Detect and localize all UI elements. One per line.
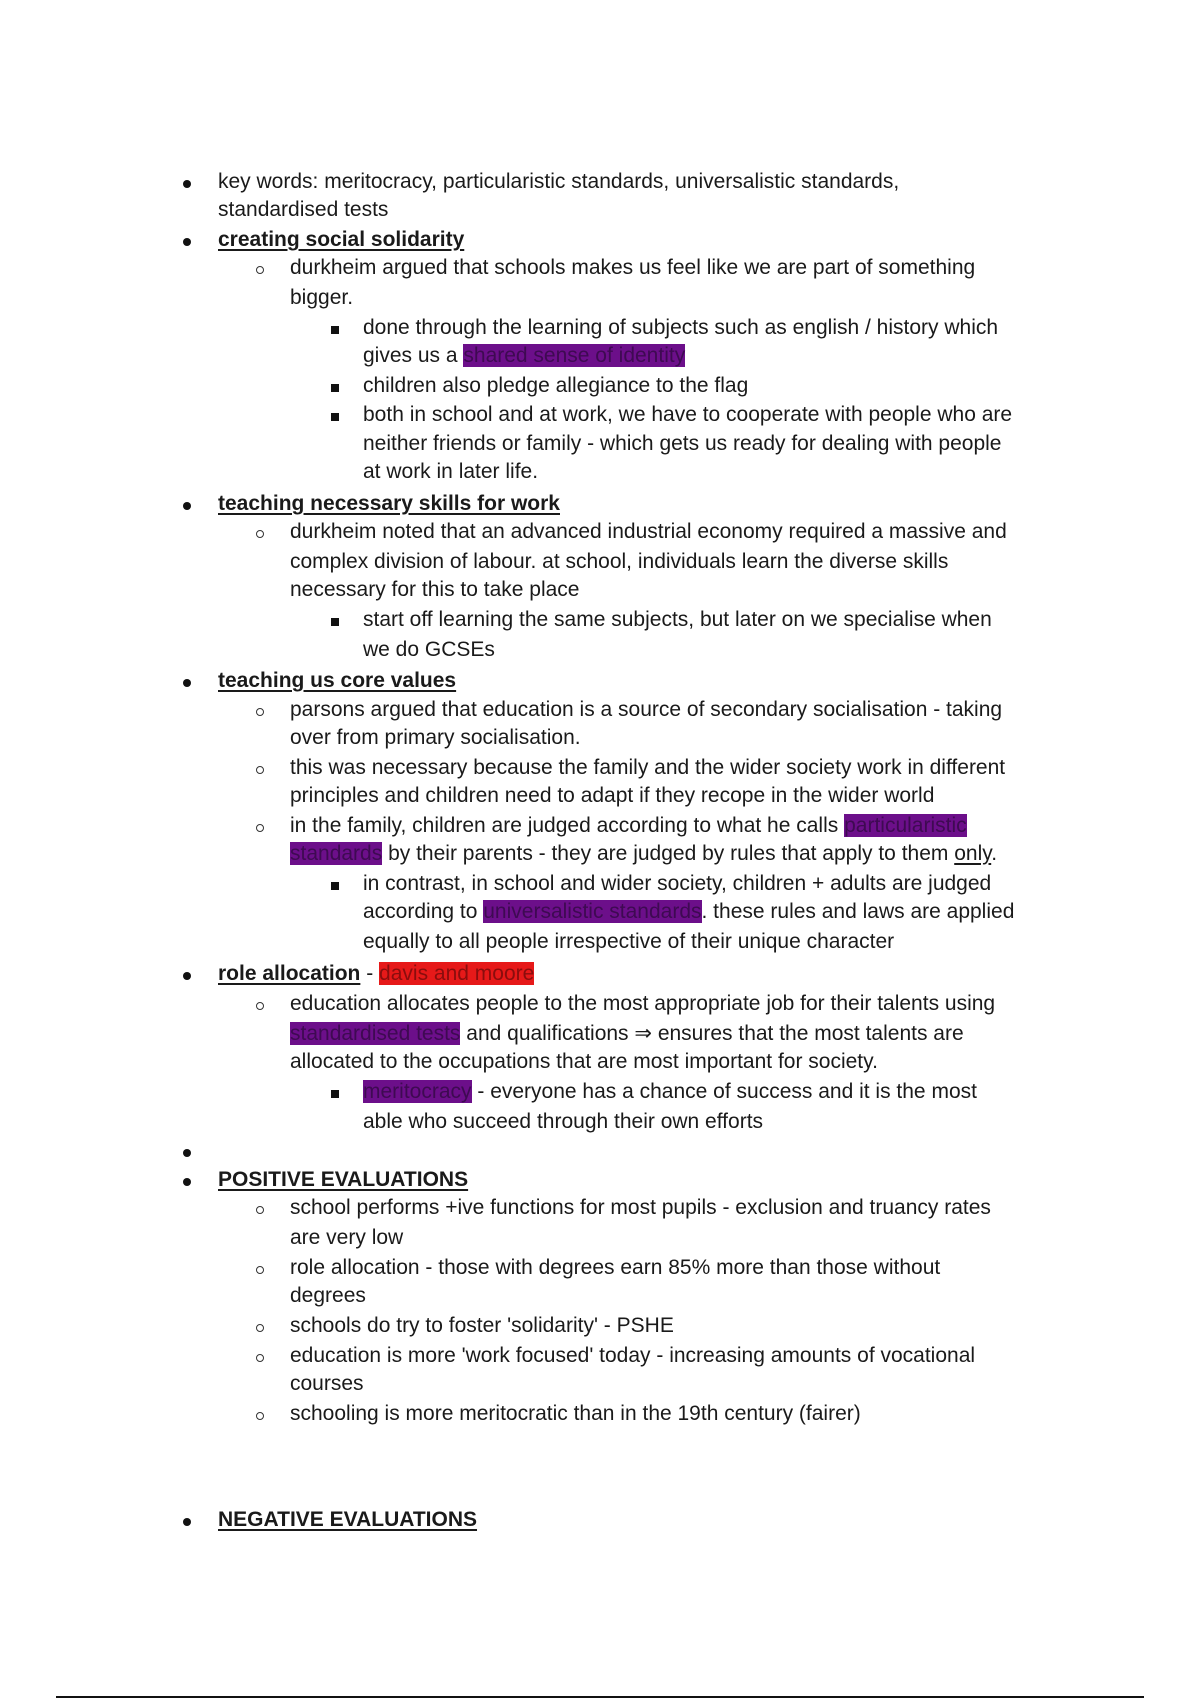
sub-sub-bullet [331, 618, 339, 626]
text-line [363, 898, 1014, 926]
text-run: - everyone has a chance of success and it is the most [471, 1080, 977, 1103]
text-line: education is more 'work focused' today - increasing amounts of vocational [290, 1344, 976, 1367]
sub-sub-bullet [331, 413, 339, 421]
keywords-line: standardised tests [218, 198, 389, 221]
text-line: we do GCSEs [363, 638, 495, 661]
sub-bullet [256, 1354, 264, 1362]
text-line: at work in later life. [363, 460, 539, 483]
empty-bullet [183, 1149, 191, 1157]
bullet [183, 238, 191, 246]
sub-bullet [256, 266, 264, 274]
sub-bullet [256, 1412, 264, 1420]
text-line: courses [290, 1372, 364, 1395]
bullet [183, 1518, 191, 1526]
text-run: according to [363, 900, 484, 923]
section-heading-role [218, 960, 534, 988]
text-run: and qualifications ⇒ ensures that the most talents are [460, 1022, 964, 1045]
sub-bullet [256, 1002, 264, 1010]
text-run: in the family, children are judged according to what he calls [290, 814, 845, 837]
highlight-shared-identity: shared sense of identity [463, 344, 686, 367]
sub-bullet [256, 708, 264, 716]
highlight-davis-moore: davis and moore [379, 962, 535, 985]
text-run: gives us a [363, 344, 464, 367]
text-line [363, 342, 685, 370]
bullet [183, 502, 191, 510]
sub-sub-bullet [331, 882, 339, 890]
highlight-meritocracy: meritocracy [363, 1080, 472, 1103]
text-line: over from primary socialisation. [290, 726, 581, 749]
highlight-particularistic: particularistic [844, 814, 967, 837]
text-line: allocated to the occupations that are most important for society. [290, 1050, 878, 1073]
text-line: done through the learning of subjects such as english / history which [363, 316, 999, 339]
text-line: complex division of labour. at school, individuals learn the diverse skills [290, 550, 949, 573]
bullet [183, 1178, 191, 1186]
text-line [363, 1078, 977, 1106]
sub-bullet [256, 766, 264, 774]
sub-bullet [256, 1266, 264, 1274]
text-run: by their parents - they are judged by rules that apply to them [382, 842, 955, 865]
sub-sub-bullet [331, 384, 339, 392]
highlight-standardised-tests: standardised tests [290, 1022, 461, 1045]
sub-bullet [256, 1324, 264, 1332]
text-line: schools do try to foster 'solidarity' - PSHE [290, 1314, 674, 1337]
text-line: this was necessary because the family and the wider society work in different [290, 756, 1006, 779]
text-line: necessary for this to take place [290, 578, 580, 601]
sub-bullet [256, 530, 264, 538]
text-line: start off learning the same subjects, but later on we specialise when [363, 608, 992, 631]
text-line: principles and children need to adapt if they recope in the wider world [290, 784, 935, 807]
sub-bullet [256, 1206, 264, 1214]
text-line: neither friends or family - which gets us ready for dealing with people [363, 432, 1002, 455]
text-run: . these rules and laws are applied [701, 900, 1015, 923]
heading-text: role allocation [218, 962, 361, 985]
text-line [290, 812, 967, 840]
text-line: durkheim noted that an advanced industrial economy required a massive and [290, 520, 1007, 543]
text-line: school performs +ive functions for most pupils - exclusion and truancy rates [290, 1196, 991, 1219]
text-line: durkheim argued that schools makes us feel like we are part of something [290, 256, 976, 279]
text-line: both in school and at work, we have to cooperate with people who are [363, 403, 1013, 426]
text-line: parsons argued that education is a source of secondary socialisation - taking [290, 698, 1003, 721]
section-heading-solidarity: creating social solidarity [218, 228, 465, 251]
text-line: bigger. [290, 286, 354, 309]
sub-sub-bullet [331, 1090, 339, 1098]
text-line: children also pledge allegiance to the flag [363, 374, 749, 397]
text-line: schooling is more meritocratic than in the 19th century (fairer) [290, 1402, 861, 1425]
text-run: - [360, 962, 380, 985]
text-line: education allocates people to the most appropriate job for their talents using [290, 992, 996, 1015]
text-line: degrees [290, 1284, 366, 1307]
text-line [290, 1020, 964, 1048]
bullet [183, 679, 191, 687]
section-heading-values: teaching us core values [218, 669, 457, 692]
section-heading-negative: NEGATIVE EVALUATIONS [218, 1508, 478, 1531]
highlight-universalistic: universalistic standards [483, 900, 702, 923]
underlined-word: only [954, 842, 992, 865]
highlight-standards: standards [290, 842, 383, 865]
text-line: role allocation - those with degrees earn 85% more than those without [290, 1256, 941, 1279]
text-line: in contrast, in school and wider society, children + adults are judged [363, 872, 992, 895]
text-line: able who succeed through their own efforts [363, 1110, 764, 1133]
text-run: . [991, 842, 998, 865]
text-line: equally to all people irrespective of their unique character [363, 930, 895, 953]
sub-sub-bullet [331, 326, 339, 334]
page-bottom-rule [56, 1696, 1144, 1698]
section-heading-skills: teaching necessary skills for work [218, 492, 560, 515]
keywords-line: key words: meritocracy, particularistic standards, universalistic standards, [218, 170, 900, 193]
sub-bullet [256, 824, 264, 832]
text-line [290, 840, 997, 868]
section-heading-positive: POSITIVE EVALUATIONS [218, 1168, 469, 1191]
text-line: are very low [290, 1226, 404, 1249]
bullet [183, 180, 191, 188]
bullet [183, 972, 191, 980]
